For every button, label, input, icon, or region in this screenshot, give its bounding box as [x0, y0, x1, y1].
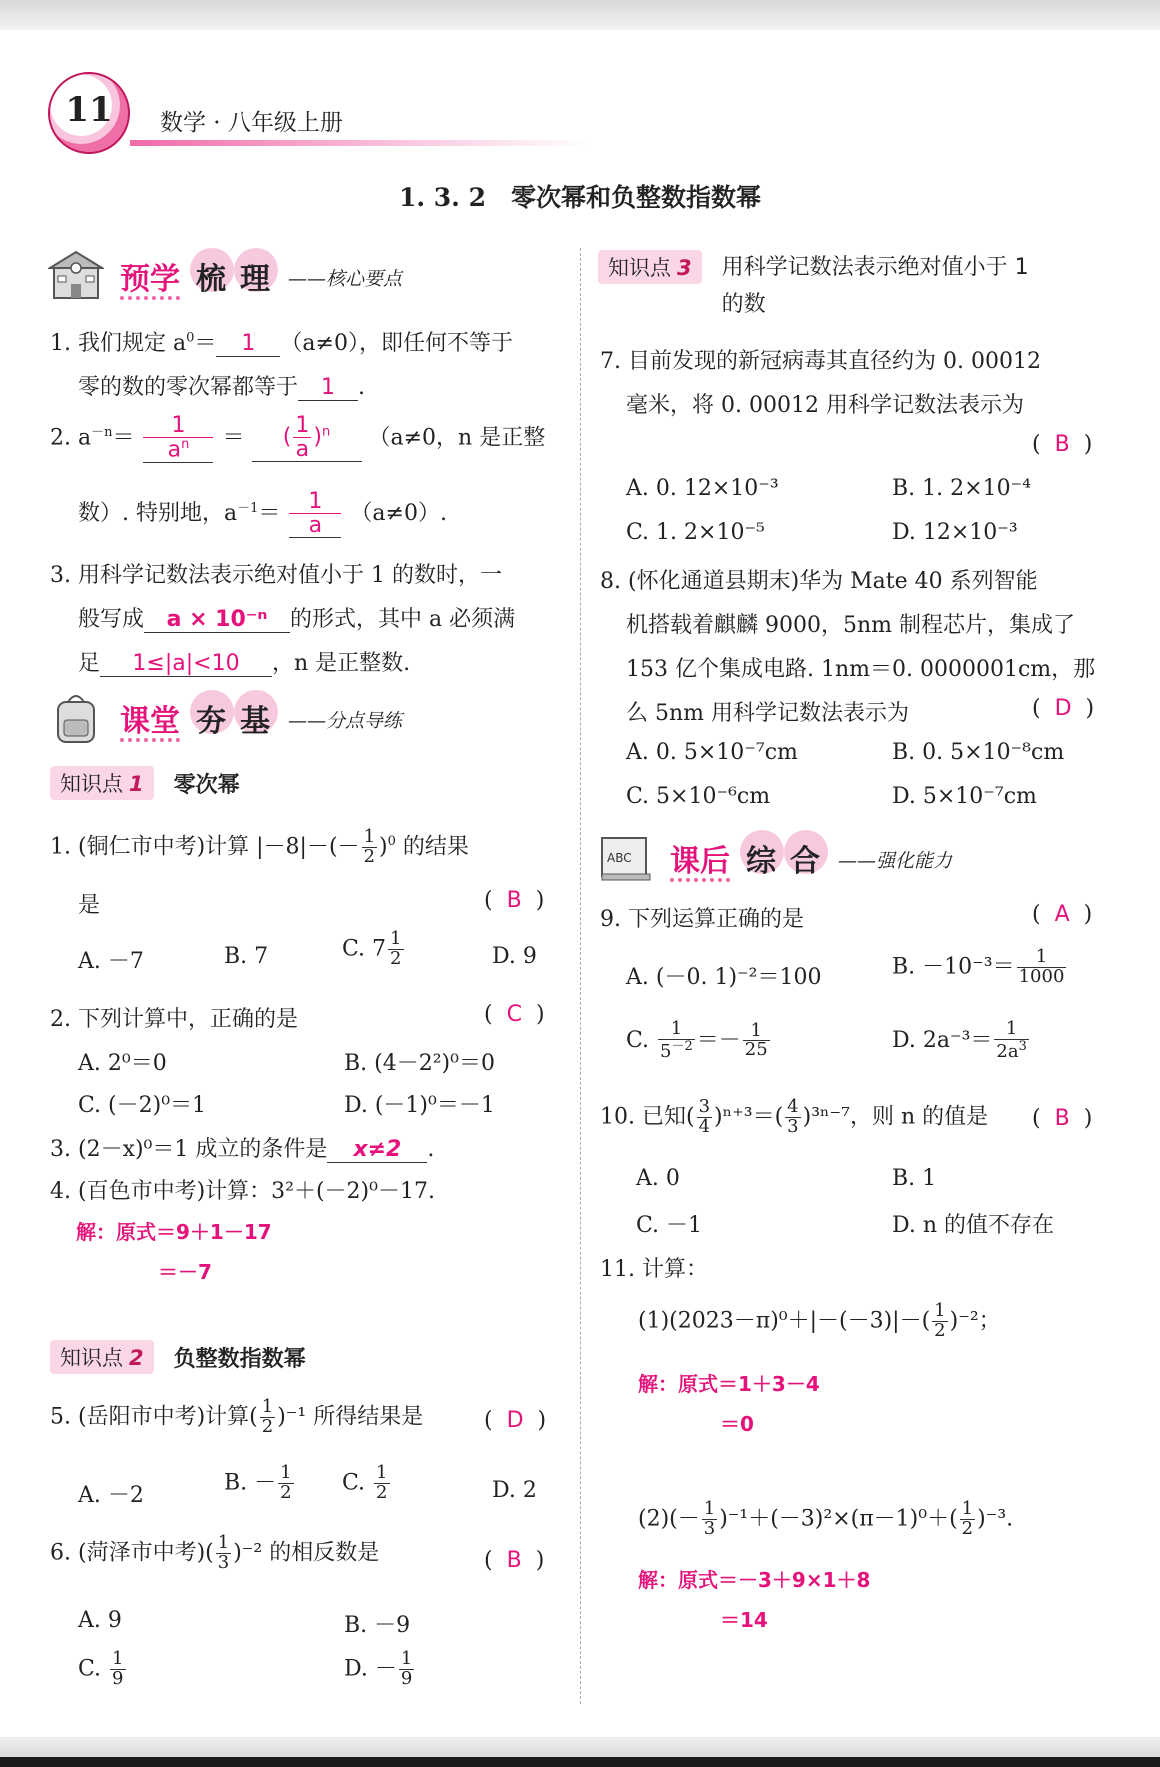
- question-1: 1. (铜仁市中考)计算 |－8|－(－ $\frac{1}{2}$ )$^0$ 的结果: [50, 826, 469, 867]
- q1-option-a: A. －7: [78, 949, 144, 974]
- q7-option-a: A. 0. 12×10⁻³: [626, 476, 779, 501]
- q9-option-c: C. $\frac{1}{5^{-2}}$ ＝－ $\frac{1}{25}$: [626, 1018, 768, 1062]
- q4-solution-1: 解：原式＝9＋1－17: [76, 1220, 272, 1244]
- banner-word-1: 课堂: [120, 704, 180, 739]
- q11-2-solution-2: ＝14: [720, 1608, 768, 1632]
- q5-option-b: B. － $\frac{1}{2}$: [224, 1462, 292, 1503]
- question-8-cont2: 153 亿个集成电路. 1nm＝0. 0000001cm，那: [626, 657, 1096, 682]
- q2-option-c: C. (－2)⁰＝1: [78, 1093, 207, 1118]
- top-bar: [0, 0, 1160, 30]
- question-6: 6. (菏泽市中考)( $\frac{1}{3}$ )⁻² 的相反数是: [50, 1532, 380, 1573]
- banner-dots: [120, 738, 180, 742]
- section-banner-after: [598, 830, 1018, 884]
- q2-option-b: B. (4－2²)⁰＝0: [344, 1051, 495, 1076]
- q5-option-a: A. －2: [78, 1483, 144, 1508]
- book-icon: [598, 830, 654, 884]
- q2-option-d: D. (－1)⁰＝－1: [344, 1093, 495, 1118]
- answer-q7: ( B ): [1032, 432, 1093, 457]
- knowledge-point-2: 知识点 2 负整数指数幂: [50, 1340, 306, 1374]
- question-10: 10. 已知( $\frac{3}{4}$ )ⁿ⁺³＝( $\frac{4}{3}$ )³ⁿ⁻⁷，则 n 的值是: [600, 1096, 989, 1137]
- banner-word-1: 预学: [120, 262, 180, 297]
- q6-option-d: D. － $\frac{1}{9}$: [344, 1648, 413, 1689]
- q5-option-d: D. 2: [492, 1478, 537, 1503]
- banner-dots: [120, 296, 180, 300]
- question-4: 4. (百色市中考)计算：3²＋(－2)⁰－17.: [50, 1179, 435, 1204]
- answer-q8: ( D ): [1032, 696, 1095, 721]
- banner-word-3: 基: [240, 704, 270, 739]
- banner-word-2: 综: [746, 844, 776, 879]
- banner-word-2: 夯: [196, 704, 226, 739]
- question-3: 3. (2－x)⁰＝1 成立的条件是 x≠2 .: [50, 1137, 435, 1162]
- q4-solution-2: ＝－7: [158, 1260, 212, 1284]
- banner-dots: [670, 878, 730, 882]
- q1-option-d: D. 9: [492, 944, 537, 969]
- q8-option-a: A. 0. 5×10⁻⁷cm: [626, 740, 798, 765]
- preview-item-2-cont: 数）. 特别地，$a^{-1}=$ $\frac{1}{a}$ （a≠0）.: [78, 489, 447, 539]
- banner-subtitle: ——强化能力: [838, 850, 953, 872]
- question-11-part-1: (1)(2023－π)⁰＋|－(－3)|－( $\frac{1}{2}$ )⁻²；: [638, 1300, 1001, 1341]
- preview-item-3: 3. 用科学记数法表示绝对值小于 1 的数时，一: [50, 563, 502, 588]
- q11-1-solution-1: 解：原式＝1＋3－4: [638, 1372, 820, 1396]
- lesson-title: 1. 3. 2 零次幂和负整数指数幂: [398, 183, 761, 212]
- knowledge-point-3: 知识点 3 用科学记数法表示绝对值小于 1 的数: [598, 250, 1029, 329]
- page-number-badge: [48, 72, 130, 154]
- answer-q1: ( B ): [484, 888, 545, 913]
- q7-option-c: C. 1. 2×10⁻⁵: [626, 520, 765, 545]
- banner-word-3: 理: [240, 262, 270, 297]
- q6-option-c: C. $\frac{1}{9}$: [78, 1648, 124, 1689]
- question-7-cont: 毫米，将 0. 00012 用科学记数法表示为: [626, 393, 1024, 418]
- q9-option-a: A. (－0. 1)⁻²＝100: [626, 965, 822, 990]
- banner-word-3: 合: [790, 844, 820, 879]
- school-icon: [48, 248, 104, 302]
- answer-q10: ( B ): [1032, 1106, 1093, 1131]
- answer-q2: ( C ): [484, 1002, 545, 1027]
- banner-word-1: 课后: [670, 844, 730, 879]
- q9-option-b: B. －10⁻³＝ $\frac{1}{1000}$: [892, 946, 1065, 987]
- question-5: 5. (岳阳市中考)计算( $\frac{1}{2}$ )⁻¹ 所得结果是: [50, 1396, 424, 1437]
- svg-text:ABC: ABC: [607, 851, 632, 865]
- q11-2-solution-1: 解：原式＝－3＋9×1＋8: [638, 1568, 871, 1592]
- banner-subtitle: ——分点导练: [288, 710, 403, 732]
- question-1-cont: 是: [78, 893, 101, 918]
- page-number: 11: [65, 90, 113, 130]
- q2-option-a: A. 2⁰＝0: [78, 1051, 167, 1076]
- preview-item-1-cont: 零的数的零次幂都等于 1 .: [78, 375, 366, 400]
- q9-option-d: D. 2a⁻³＝ $\frac{1}{2a^3}$: [892, 1018, 1027, 1062]
- q6-option-a: A. 9: [78, 1608, 122, 1633]
- question-11: 11. 计算：: [600, 1257, 708, 1282]
- backpack-icon: [48, 690, 104, 744]
- q6-option-b: B. －9: [344, 1613, 411, 1638]
- column-divider: [580, 248, 581, 1704]
- book-title: 数学 · 八年级上册: [160, 110, 343, 136]
- banner-subtitle: ——核心要点: [288, 268, 403, 290]
- answer-q9: ( A ): [1032, 902, 1093, 927]
- q5-option-c: C. $\frac{1}{2}$: [342, 1462, 388, 1503]
- preview-item-1: 1. 我们规定 $a^0= 1$ （a≠0），即任何不等于: [50, 330, 513, 356]
- section-banner-class: [48, 690, 448, 744]
- preview-item-3-cont2: 足 1≤|a|<10 ，n 是正整数.: [78, 651, 411, 676]
- q1-option-b: B. 7: [224, 944, 269, 969]
- answer-q5: ( D ): [484, 1408, 547, 1433]
- q1-option-c: C. 7 $\frac{1}{2}$: [342, 928, 402, 969]
- q10-option-a: A. 0: [636, 1166, 680, 1191]
- q8-option-b: B. 0. 5×10⁻⁸cm: [892, 740, 1065, 765]
- preview-item-3-cont: 般写成 a × 10⁻ⁿ 的形式，其中 a 必须满: [78, 607, 516, 632]
- question-8-cont3: 么 5nm 用科学记数法表示为: [626, 701, 910, 726]
- banner-word-2: 梳: [196, 262, 226, 297]
- bottom-bar: [0, 1737, 1160, 1767]
- q8-option-d: D. 5×10⁻⁷cm: [892, 784, 1037, 809]
- preview-item-2: 2. $a^{-n}=$ $\frac{1}{a^n}$ ＝ ( $\frac{1}{a}$ )$^n$ （a≠0，n 是正整: [50, 413, 546, 463]
- question-7: 7. 目前发现的新冠病毒其直径约为 0. 00012: [600, 349, 1041, 374]
- knowledge-point-1: 知识点 1 零次幂: [50, 766, 240, 800]
- question-8: 8. (怀化通道县期末)华为 Mate 40 系列智能: [600, 569, 1038, 594]
- question-8-cont: 机搭载着麒麟 9000，5nm 制程芯片，集成了: [626, 613, 1076, 638]
- question-11-part-2: (2)(－ $\frac{1}{3}$ )⁻¹＋(－3)²×(π－1)⁰＋( $\frac{1}{2}$ )⁻³.: [638, 1498, 1014, 1539]
- answer-q6: ( B ): [484, 1548, 545, 1573]
- q8-option-c: C. 5×10⁻⁶cm: [626, 784, 771, 809]
- question-2: 2. 下列计算中，正确的是: [50, 1007, 298, 1032]
- q11-1-solution-2: ＝0: [720, 1412, 754, 1436]
- q10-option-d: D. n 的值不存在: [892, 1213, 1055, 1238]
- q10-option-b: B. 1: [892, 1166, 937, 1191]
- q10-option-c: C. －1: [636, 1213, 703, 1238]
- q7-option-b: B. 1. 2×10⁻⁴: [892, 476, 1031, 501]
- q7-option-d: D. 12×10⁻³: [892, 520, 1018, 545]
- question-9: 9. 下列运算正确的是: [600, 907, 804, 932]
- header-rule: [130, 140, 590, 146]
- section-banner-preview: [48, 248, 448, 302]
